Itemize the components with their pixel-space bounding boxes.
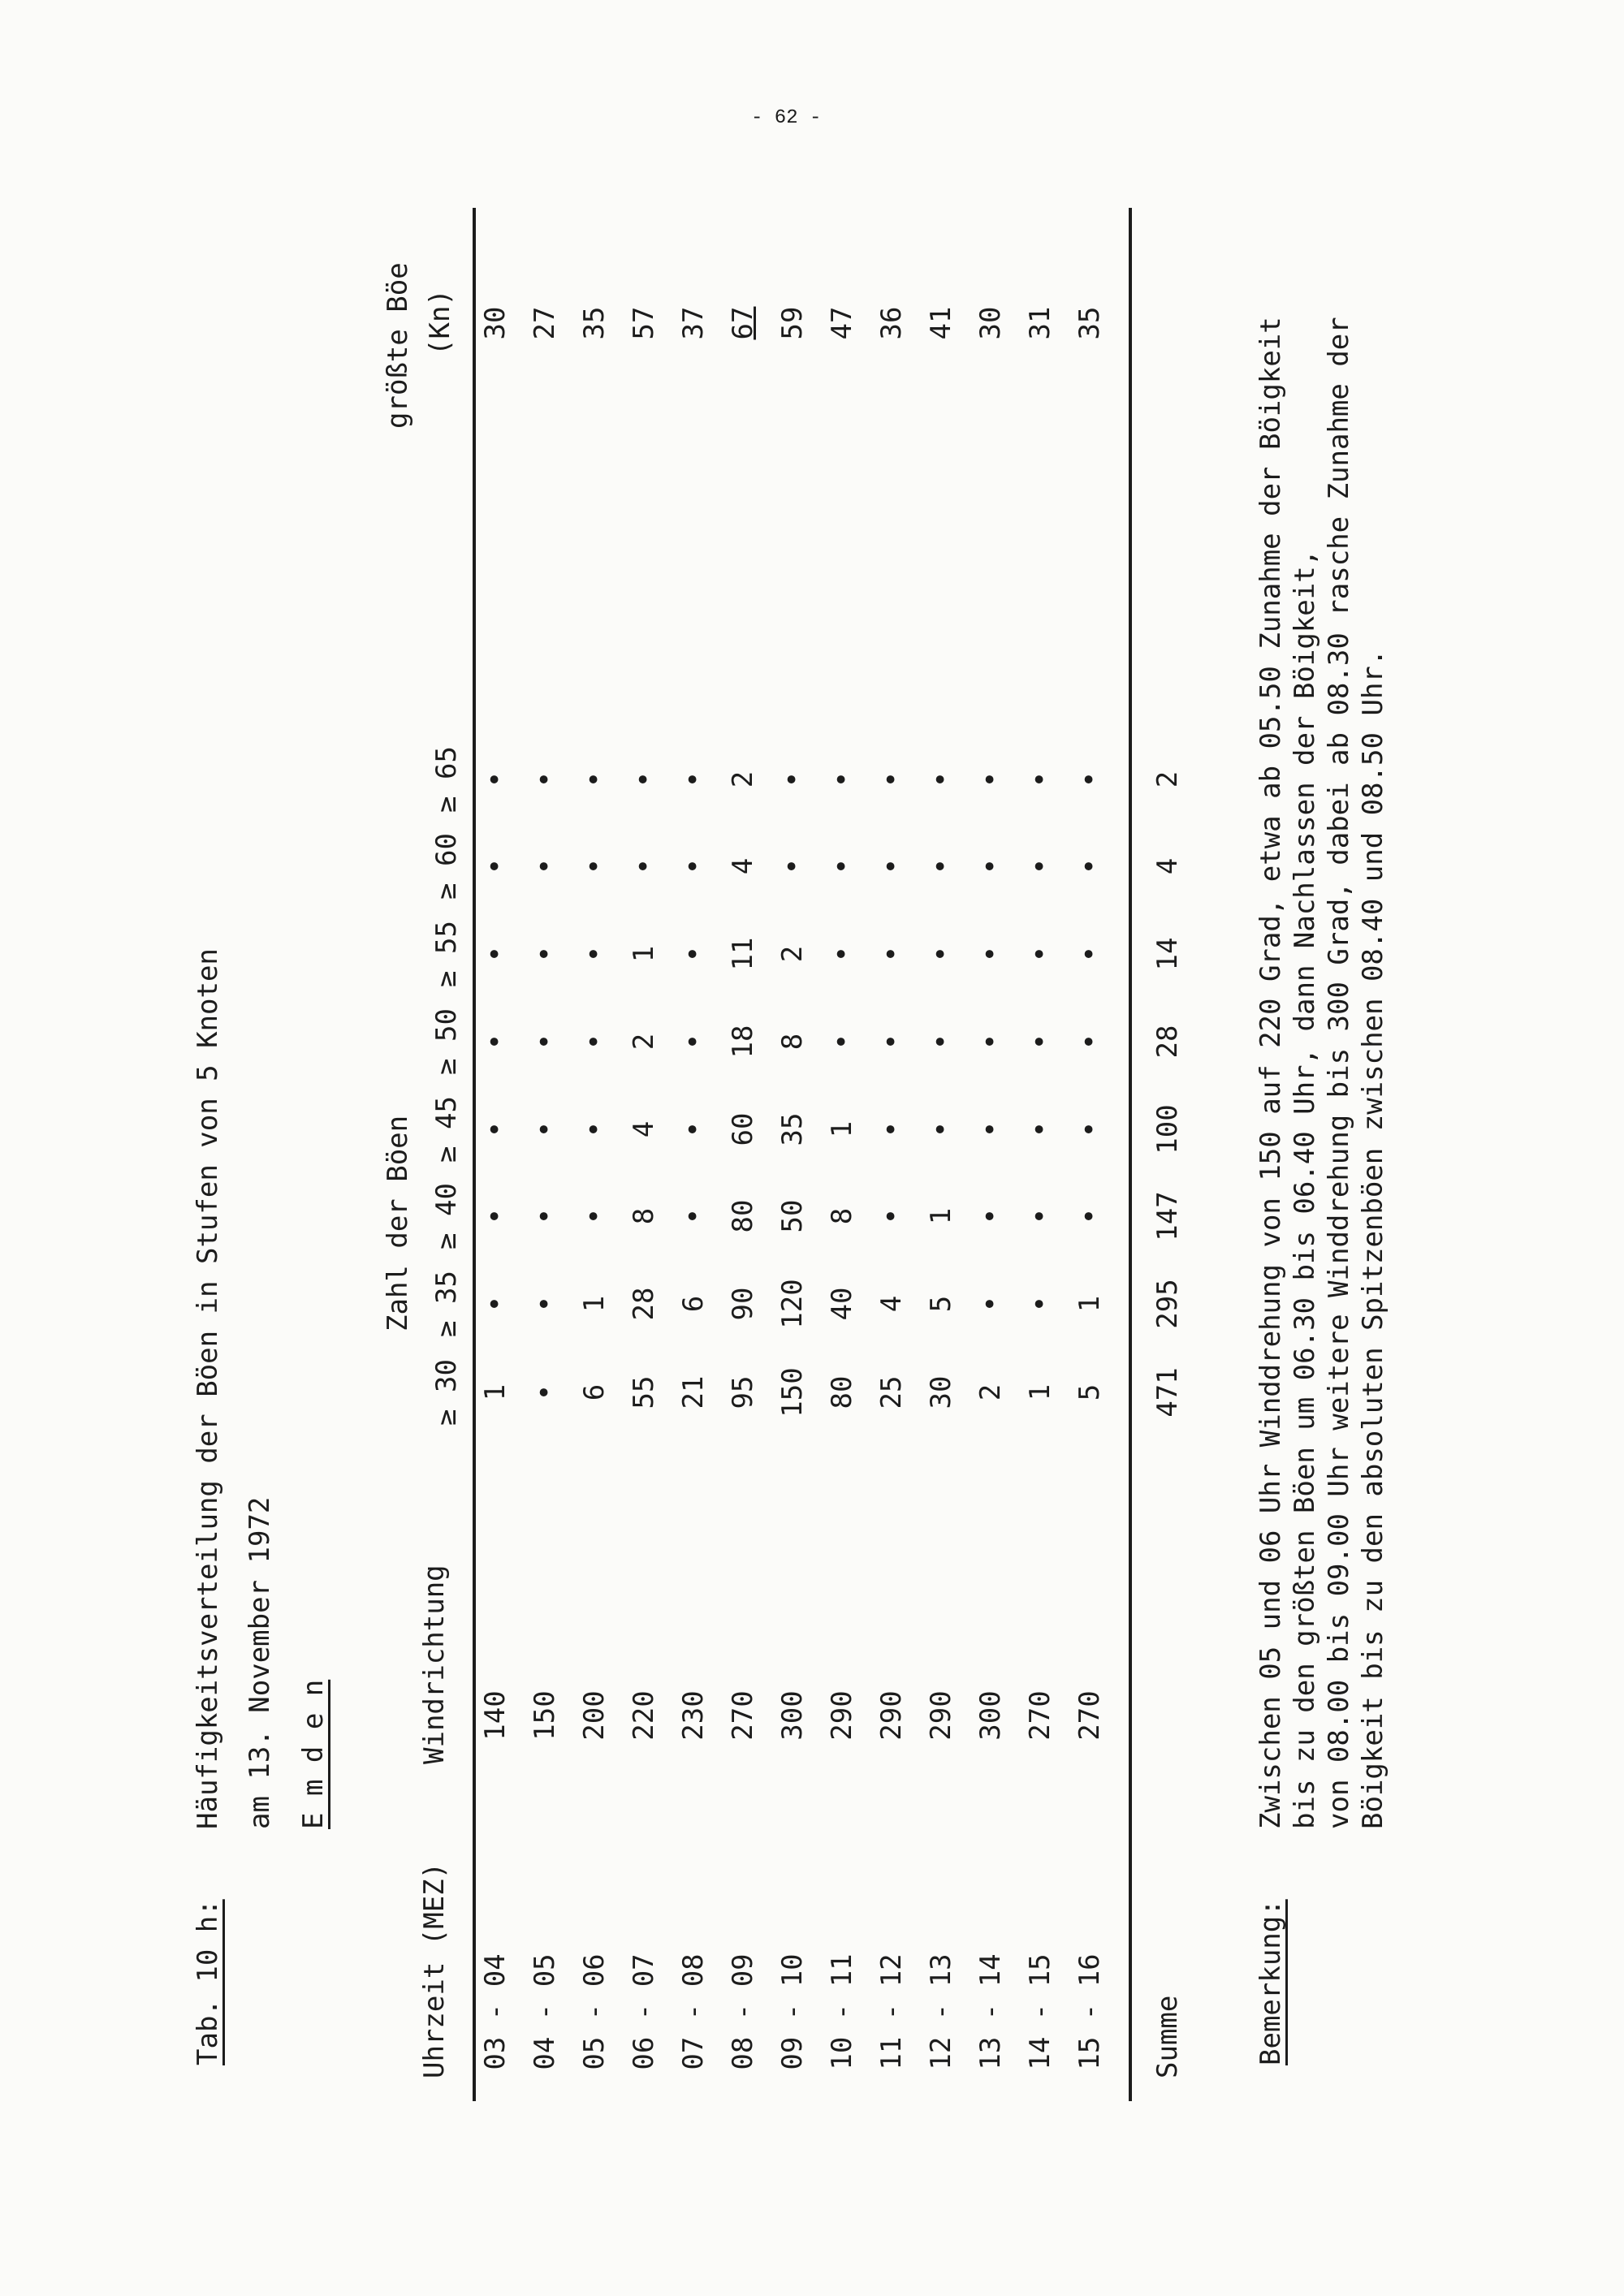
count-cell: 1 <box>479 1383 512 1401</box>
column-group-header: Zahl der Böen <box>382 1115 414 1331</box>
direction-cell: 300 <box>776 1690 809 1741</box>
count-cell: • <box>776 857 809 875</box>
max-gust-cell: 41 <box>925 306 957 340</box>
count-cell: 95 <box>727 1375 759 1409</box>
count-cell: 80 <box>826 1375 858 1409</box>
sum-cell: 295 <box>1151 1279 1184 1329</box>
direction-cell: 270 <box>727 1690 759 1741</box>
count-cell: 6 <box>578 1383 611 1401</box>
count-cell: • <box>1073 1033 1106 1051</box>
time-cell: 08 - 09 <box>727 1953 759 2070</box>
count-cell: • <box>974 1120 1007 1138</box>
count-cell: 60 <box>727 1112 759 1146</box>
count-cell: • <box>529 1383 561 1401</box>
max-gust-cell: 37 <box>677 306 710 340</box>
count-cell: • <box>875 857 908 875</box>
count-cell: • <box>529 1033 561 1051</box>
count-cell: • <box>677 1120 710 1138</box>
time-cell: 09 - 10 <box>776 1953 809 2070</box>
count-cell: • <box>628 857 660 875</box>
count-cell: 6 <box>677 1295 710 1313</box>
table-top-rule <box>473 208 476 2101</box>
direction-cell: 220 <box>628 1690 660 1741</box>
count-cell: 25 <box>875 1375 908 1409</box>
remark-line: bis zu den größten Böen um 06.30 bis 06.40 Uhr, dann Nachlassen der Böigkeit, <box>1289 549 1321 1829</box>
threshold-header: ≥ 40 <box>430 1183 463 1249</box>
remark-line: Zwischen 05 und 06 Uhr Winddrehung von 150 auf 220 Grad, etwa ab 05.50 Zunahme der Böigkeit <box>1255 317 1287 1829</box>
count-cell: • <box>974 857 1007 875</box>
time-cell: 13 - 14 <box>974 1953 1007 2070</box>
count-cell: • <box>578 1033 611 1051</box>
count-cell: 120 <box>776 1279 809 1329</box>
time-cell: 11 - 12 <box>875 1953 908 2070</box>
count-cell: • <box>826 770 858 788</box>
count-cell: • <box>1073 1207 1106 1225</box>
count-cell: • <box>677 770 710 788</box>
count-cell: • <box>974 770 1007 788</box>
count-cell: • <box>529 857 561 875</box>
count-cell: 5 <box>925 1295 957 1313</box>
sum-cell: 147 <box>1151 1191 1184 1241</box>
count-cell: 90 <box>727 1287 759 1321</box>
count-cell: • <box>925 770 957 788</box>
count-cell: • <box>479 857 512 875</box>
table-date: am 13. November 1972 <box>244 1496 276 1829</box>
count-cell: 35 <box>776 1112 809 1146</box>
count-cell: • <box>628 770 660 788</box>
count-cell: • <box>875 945 908 963</box>
max-gust-unit: (Kn) <box>424 289 456 356</box>
time-cell: 03 - 04 <box>479 1953 512 2070</box>
count-cell: 11 <box>727 937 759 971</box>
count-cell: • <box>578 857 611 875</box>
count-cell: • <box>529 770 561 788</box>
count-cell: • <box>974 1033 1007 1051</box>
max-gust-header: größte Böe <box>382 262 414 429</box>
count-cell: • <box>1024 1207 1056 1225</box>
sum-cell: 2 <box>1151 770 1184 788</box>
sum-label: Summe <box>1151 1995 1184 2078</box>
count-cell: • <box>1073 857 1106 875</box>
threshold-header: ≥ 50 <box>430 1008 463 1075</box>
count-cell: • <box>826 857 858 875</box>
count-cell: 2 <box>628 1033 660 1051</box>
direction-cell: 230 <box>677 1690 710 1741</box>
table-bottom-rule <box>1129 208 1132 2101</box>
sum-cell: 4 <box>1151 857 1184 875</box>
count-cell: • <box>1024 1033 1056 1051</box>
count-cell: • <box>677 1207 710 1225</box>
count-cell: • <box>1024 1120 1056 1138</box>
count-cell: • <box>925 1120 957 1138</box>
count-cell: • <box>925 1033 957 1051</box>
threshold-header: ≥ 35 <box>430 1271 463 1337</box>
count-cell: • <box>1024 857 1056 875</box>
max-gust-cell: 67 <box>727 306 759 340</box>
count-cell: 5 <box>1073 1383 1106 1401</box>
count-cell: • <box>1024 945 1056 963</box>
count-cell: • <box>1073 945 1106 963</box>
count-cell: 1 <box>1024 1383 1056 1401</box>
count-cell: • <box>578 945 611 963</box>
count-cell: 18 <box>727 1025 759 1059</box>
count-cell: 8 <box>776 1033 809 1051</box>
remark-label: Bemerkung: <box>1255 1899 1287 2065</box>
count-cell: • <box>974 1295 1007 1313</box>
count-cell: • <box>1024 1295 1056 1313</box>
count-cell: • <box>1073 1120 1106 1138</box>
count-cell: 1 <box>578 1295 611 1313</box>
count-cell: • <box>677 857 710 875</box>
count-cell: 8 <box>826 1207 858 1225</box>
max-gust-cell: 36 <box>875 306 908 340</box>
count-cell: 4 <box>628 1120 660 1138</box>
max-gust-cell: 31 <box>1024 306 1056 340</box>
max-gust-cell: 30 <box>479 306 512 340</box>
count-cell: • <box>875 1207 908 1225</box>
sum-cell: 471 <box>1151 1367 1184 1418</box>
time-cell: 15 - 16 <box>1073 1953 1106 2070</box>
sum-cell: 28 <box>1151 1025 1184 1059</box>
count-cell: • <box>677 1033 710 1051</box>
time-cell: 10 - 11 <box>826 1953 858 2070</box>
count-cell: 150 <box>776 1367 809 1418</box>
page-number: - 62 - <box>751 107 822 129</box>
count-cell: • <box>974 945 1007 963</box>
count-cell: • <box>875 1033 908 1051</box>
count-cell: 8 <box>628 1207 660 1225</box>
count-cell: • <box>677 945 710 963</box>
max-gust-cell: 27 <box>529 306 561 340</box>
threshold-header: ≥ 55 <box>430 921 463 987</box>
count-cell: 21 <box>677 1375 710 1409</box>
count-cell: • <box>875 1120 908 1138</box>
count-cell: • <box>479 1033 512 1051</box>
count-cell: 2 <box>727 770 759 788</box>
count-cell: • <box>479 1120 512 1138</box>
time-cell: 04 - 05 <box>529 1953 561 2070</box>
count-cell: • <box>529 1207 561 1225</box>
direction-cell: 270 <box>1073 1690 1106 1741</box>
count-cell: • <box>578 1120 611 1138</box>
direction-cell: 270 <box>1024 1690 1056 1741</box>
direction-cell: 200 <box>578 1690 611 1741</box>
threshold-header: ≥ 60 <box>430 833 463 900</box>
count-cell: • <box>529 945 561 963</box>
count-cell: • <box>479 1295 512 1313</box>
count-cell: 30 <box>925 1375 957 1409</box>
max-gust-cell: 59 <box>776 306 809 340</box>
count-cell: 55 <box>628 1375 660 1409</box>
count-cell: 1 <box>826 1120 858 1138</box>
threshold-header: ≥ 30 <box>430 1359 463 1426</box>
direction-cell: 290 <box>826 1690 858 1741</box>
count-cell: 2 <box>776 945 809 963</box>
remark-line: von 08.00 bis 09.00 Uhr weitere Winddrehung bis 300 Grad, dabei ab 08.30 rasche Zunahme der <box>1323 317 1355 1829</box>
count-cell: 2 <box>974 1383 1007 1401</box>
count-cell: • <box>479 1207 512 1225</box>
direction-cell: 300 <box>974 1690 1007 1741</box>
count-cell: • <box>826 945 858 963</box>
time-cell: 14 - 15 <box>1024 1953 1056 2070</box>
count-cell: • <box>1024 770 1056 788</box>
table-label: Tab. 10 h: <box>192 1899 224 2065</box>
time-cell: 07 - 08 <box>677 1953 710 2070</box>
threshold-header: ≥ 45 <box>430 1096 463 1163</box>
count-cell: • <box>529 1295 561 1313</box>
time-cell: 05 - 06 <box>578 1953 611 2070</box>
direction-cell: 290 <box>875 1690 908 1741</box>
count-cell: 50 <box>776 1199 809 1233</box>
direction-cell: 150 <box>529 1690 561 1741</box>
count-cell: • <box>479 945 512 963</box>
count-cell: • <box>1073 770 1106 788</box>
count-cell: • <box>776 770 809 788</box>
count-cell: 4 <box>875 1295 908 1313</box>
max-gust-cell: 47 <box>826 306 858 340</box>
count-cell: • <box>578 1207 611 1225</box>
direction-cell: 140 <box>479 1690 512 1741</box>
remark-line: Böigkeit bis zu den absoluten Spitzenböen zwischen 08.40 und 08.50 Uhr. <box>1357 649 1389 1829</box>
threshold-header: ≥ 65 <box>430 746 463 813</box>
time-column-header: Uhrzeit (MEZ) <box>418 1862 451 2078</box>
station-name: E m d e n <box>297 1679 330 1829</box>
sum-cell: 14 <box>1151 937 1184 971</box>
count-cell: • <box>529 1120 561 1138</box>
sum-cell: 100 <box>1151 1104 1184 1154</box>
max-gust-cell: 35 <box>578 306 611 340</box>
count-cell: 1 <box>925 1207 957 1225</box>
count-cell: 1 <box>628 945 660 963</box>
max-gust-cell: 57 <box>628 306 660 340</box>
direction-cell: 290 <box>925 1690 957 1741</box>
count-cell: • <box>925 945 957 963</box>
count-cell: 28 <box>628 1287 660 1321</box>
count-cell: 40 <box>826 1287 858 1321</box>
max-gust-cell: 30 <box>974 306 1007 340</box>
time-cell: 12 - 13 <box>925 1953 957 2070</box>
count-cell: 1 <box>1073 1295 1106 1313</box>
max-gust-cell: 35 <box>1073 306 1106 340</box>
table-title: Häufigkeitsverteilung der Böen in Stufen von 5 Knoten <box>192 948 224 1829</box>
count-cell: • <box>974 1207 1007 1225</box>
count-cell: • <box>925 857 957 875</box>
count-cell: • <box>875 770 908 788</box>
count-cell: 4 <box>727 857 759 875</box>
time-cell: 06 - 07 <box>628 1953 660 2070</box>
count-cell: 80 <box>727 1199 759 1233</box>
direction-column-header: Windrichtung <box>418 1564 451 1764</box>
count-cell: • <box>826 1033 858 1051</box>
count-cell: • <box>479 770 512 788</box>
count-cell: • <box>578 770 611 788</box>
